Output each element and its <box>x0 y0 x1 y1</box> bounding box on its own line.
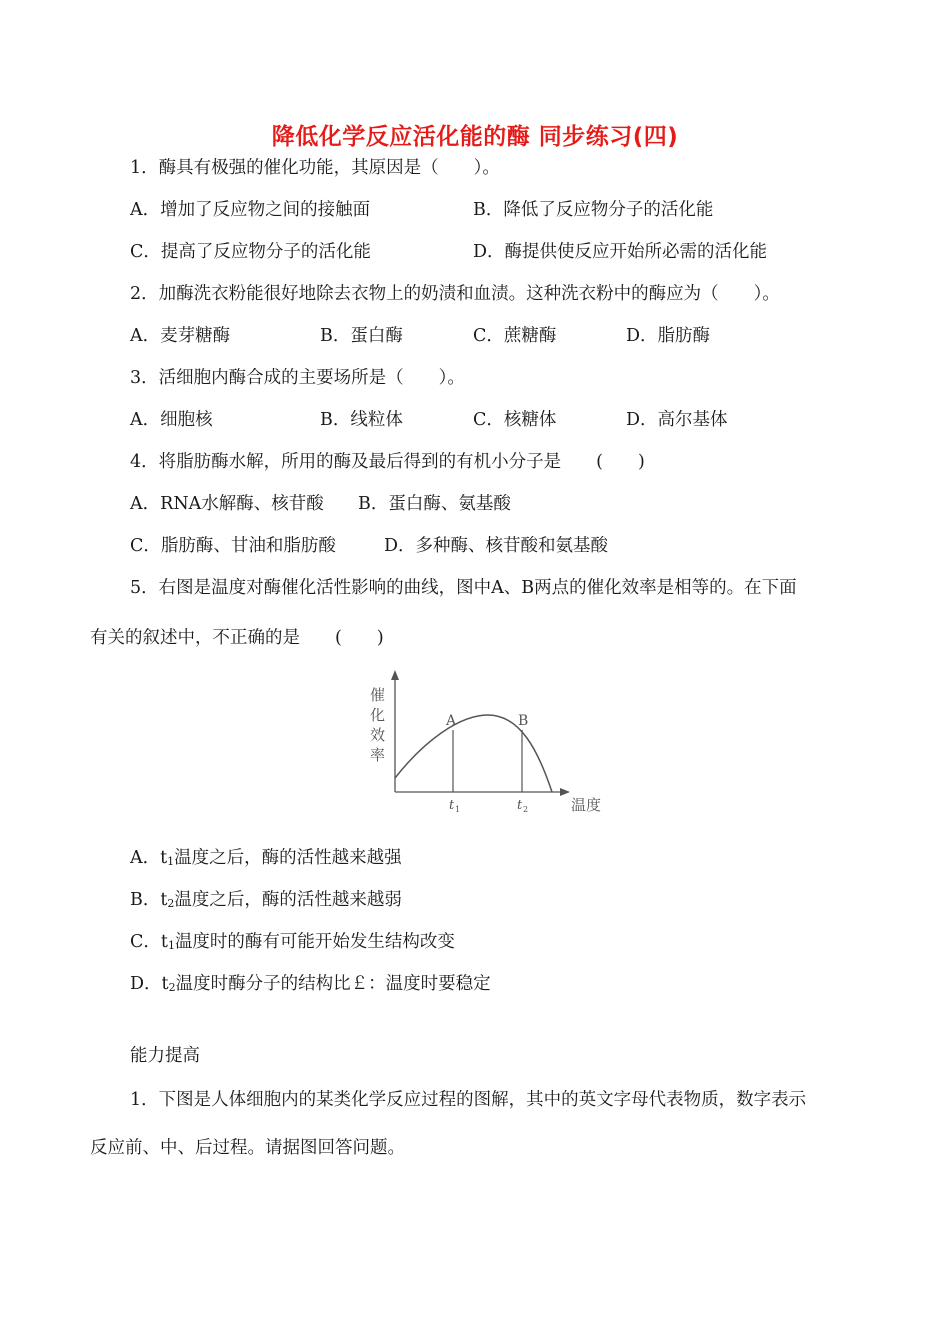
option-a-text: 温度之后，酶的活性越来越强 <box>174 848 402 868</box>
question-1-option-b: B．降低了反应物分子的活化能 <box>473 200 714 220</box>
section-heading: 能力提高 <box>130 1046 200 1066</box>
question-2-option-c: C．蔗糖酶 <box>473 326 557 346</box>
option-b-prefix: B．t <box>130 890 168 910</box>
question-4-option-d: D．多种酶、核苷酸和氨基酸 <box>384 536 609 556</box>
option-a-prefix: A．t <box>130 848 168 868</box>
x-axis-arrow <box>560 788 570 796</box>
question-4-option-b: B．蛋白酶、氨基酸 <box>358 494 511 514</box>
enzyme-temperature-figure <box>360 660 610 820</box>
activity-curve <box>395 715 552 792</box>
question-2-option-a: A．麦芽糖酶 <box>130 326 231 346</box>
question-5-stem-line-1: 5．右图是温度对酶催化活性影响的曲线，图中A、B两点的催化效率是相等的。在下面 <box>130 578 797 598</box>
question-3-stem: 3．活细胞内酶合成的主要场所是（ ）。 <box>130 368 465 388</box>
option-c-text: 温度时的酶有可能开始发生结构改变 <box>174 932 455 952</box>
question-5-option-b <box>130 888 402 916</box>
option-d-prefix: D．t <box>130 974 169 994</box>
question-3-option-c: C．核糖体 <box>473 410 557 430</box>
t2-subscript: 2 <box>523 805 529 814</box>
option-d-subscript: 2 <box>168 981 176 994</box>
enzyme-curve-svg <box>360 660 610 820</box>
question-3-option-b: B．线粒体 <box>320 410 403 430</box>
section-question-1-line-2: 反应前、中、后过程。请据图回答问题。 <box>90 1138 405 1158</box>
option-a-subscript: 1 <box>167 855 175 868</box>
option-c-prefix: C．t <box>130 932 168 952</box>
question-2-stem: 2．加酶洗衣粉能很好地除去衣物上的奶渍和血渍。这种洗衣粉中的酶应为（ ）。 <box>130 284 780 304</box>
question-2-option-d: D．脂肪酶 <box>626 326 711 346</box>
point-a-label: A <box>446 713 457 729</box>
question-3-option-a: A．细胞核 <box>130 410 213 430</box>
x-axis-label: 温度 <box>571 796 602 814</box>
option-b-text: 温度之后，酶的活性越来越弱 <box>174 890 402 910</box>
question-2-option-b: B．蛋白酶 <box>320 326 403 346</box>
y-label-char-3: 效 <box>370 726 386 744</box>
y-label-char-4: 率 <box>370 746 386 764</box>
section-question-1-line-1: 1．下图是人体细胞内的某类化学反应过程的图解，其中的英文字母代表物质，数字表示 <box>130 1090 807 1110</box>
question-5-option-a <box>130 846 402 874</box>
question-3-option-d: D．高尔基体 <box>626 410 728 430</box>
t1-subscript: 1 <box>455 805 461 814</box>
question-5-option-c <box>130 930 455 958</box>
question-4-option-a: A．RNA水解酶、核苷酸 <box>130 494 324 514</box>
y-label-char-2: 化 <box>370 706 386 724</box>
question-4-stem: 4．将脂肪酶水解，所用的酶及最后得到的有机小分子是 ( ) <box>130 452 645 472</box>
page-title: 降低化学反应活化能的酶 同步练习(四) <box>271 124 679 150</box>
point-b-label: B <box>518 713 529 729</box>
option-c-subscript: 1 <box>167 939 175 952</box>
question-4-option-c: C．脂肪酶、甘油和脂肪酸 <box>130 536 336 556</box>
question-1-stem: 1．酶具有极强的催化功能，其原因是（ ）。 <box>130 158 500 178</box>
question-5-option-d <box>130 972 491 1000</box>
y-label-char-1: 催 <box>370 686 386 704</box>
option-d-text: 温度时酶分子的结构比￡：温度时要稳定 <box>175 974 491 994</box>
t1-label: t <box>449 798 455 813</box>
question-1-option-d: D．酶提供使反应开始所必需的活化能 <box>473 242 768 262</box>
question-1-option-a: A．增加了反应物之间的接触面 <box>130 200 371 220</box>
question-5-stem-line-2: 有关的叙述中，不正确的是 ( ) <box>90 628 384 648</box>
t2-label: t <box>517 798 523 813</box>
question-1-option-c: C．提高了反应物分子的活化能 <box>130 242 371 262</box>
y-axis-arrow <box>391 670 399 680</box>
option-b-subscript: 2 <box>167 897 175 910</box>
